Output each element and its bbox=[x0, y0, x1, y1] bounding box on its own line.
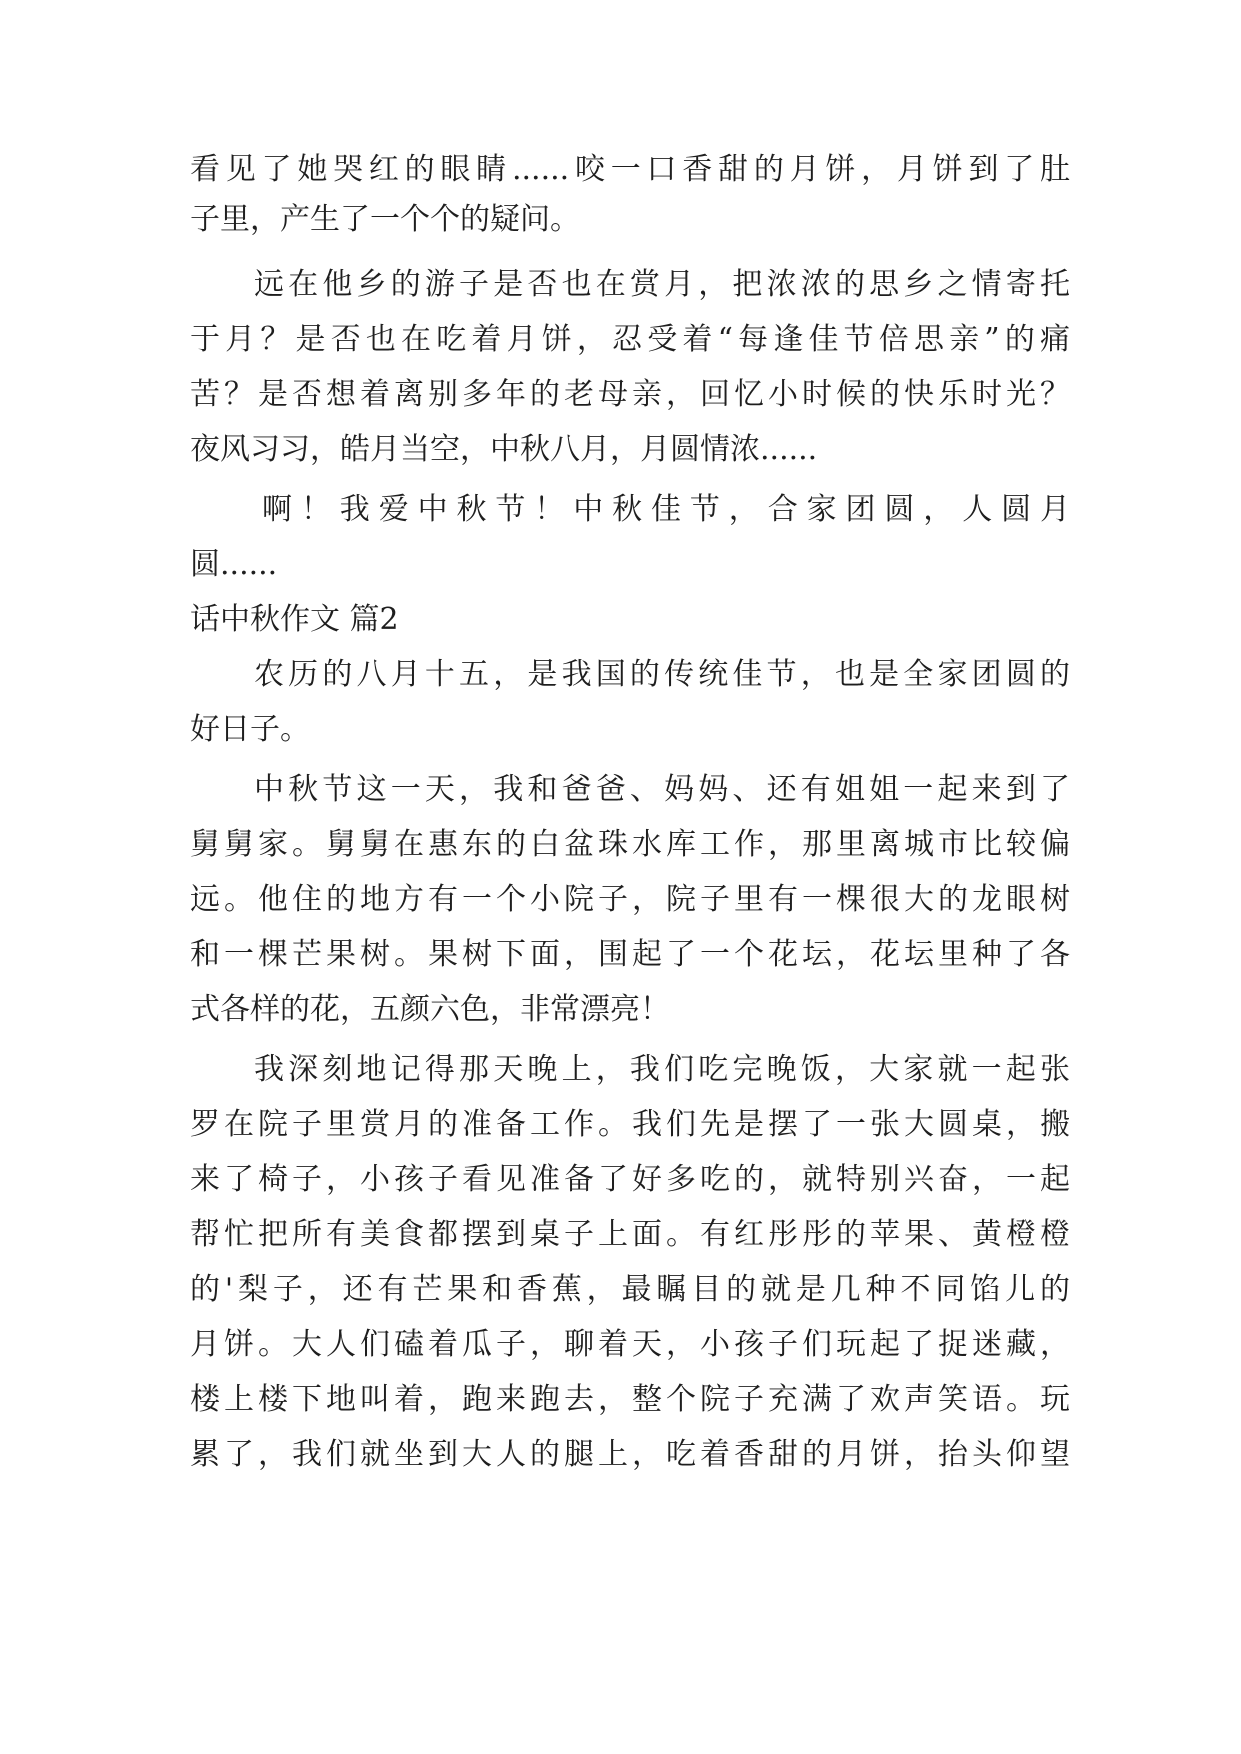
paragraph-line: 和一棵芒果树。果树下面，围起了一个花坛，花坛里种了各 bbox=[190, 937, 1070, 972]
paragraph-line: 于月？是否也在吃着月饼，忍受着“每逢佳节倍思亲”的痛 bbox=[190, 322, 1070, 357]
paragraph-line: 好日子。 bbox=[190, 712, 310, 747]
paragraph-line: 帮忙把所有美食都摆到桌子上面。有红彤彤的苹果、黄橙橙 bbox=[190, 1217, 1070, 1252]
paragraph-line: 累了，我们就坐到大人的腿上，吃着香甜的月饼，抬头仰望 bbox=[190, 1437, 1070, 1472]
paragraph-line: 月饼。大人们磕着瓜子，聊着天，小孩子们玩起了捉迷藏， bbox=[190, 1327, 1070, 1362]
paragraph-line: 中秋节这一天，我和爸爸、妈妈、还有姐姐一起来到了 bbox=[254, 772, 1070, 807]
paragraph-line: 圆...... bbox=[190, 547, 278, 582]
section-heading: 话中秋作文 篇2 bbox=[190, 602, 399, 637]
paragraph-line: 看见了她哭红的眼睛......咬一口香甜的月饼，月饼到了肚 bbox=[190, 152, 1070, 187]
paragraph-line: 舅舅家。舅舅在惠东的白盆珠水库工作，那里离城市比较偏 bbox=[190, 827, 1070, 862]
paragraph-line: 式各样的花，五颜六色，非常漂亮！ bbox=[190, 992, 670, 1027]
paragraph-line: 啊！我爱中秋节！中秋佳节，合家团圆，人圆月 bbox=[262, 492, 1070, 527]
paragraph-line: 楼上楼下地叫着，跑来跑去，整个院子充满了欢声笑语。玩 bbox=[190, 1382, 1070, 1417]
paragraph-line: 来了椅子，小孩子看见准备了好多吃的，就特别兴奋，一起 bbox=[190, 1162, 1070, 1197]
paragraph-line: 的'梨子，还有芒果和香蕉，最瞩目的就是几种不同馅儿的 bbox=[190, 1272, 1070, 1307]
paragraph-line: 远。他住的地方有一个小院子，院子里有一棵很大的龙眼树 bbox=[190, 882, 1070, 917]
paragraph-line: 罗在院子里赏月的准备工作。我们先是摆了一张大圆桌，搬 bbox=[190, 1107, 1070, 1142]
paragraph-line: 苦？是否想着离别多年的老母亲，回忆小时候的快乐时光？ bbox=[190, 377, 1070, 412]
paragraph-line: 远在他乡的游子是否也在赏月，把浓浓的思乡之情寄托 bbox=[254, 267, 1070, 302]
paragraph-line: 我深刻地记得那天晚上，我们吃完晚饭，大家就一起张 bbox=[254, 1052, 1070, 1087]
paragraph-line: 子里，产生了一个个的疑问。 bbox=[190, 202, 580, 237]
paragraph-line: 农历的八月十五，是我国的传统佳节，也是全家团圆的 bbox=[254, 657, 1070, 692]
paragraph-line: 夜风习习，皓月当空，中秋八月，月圆情浓...... bbox=[190, 432, 818, 467]
